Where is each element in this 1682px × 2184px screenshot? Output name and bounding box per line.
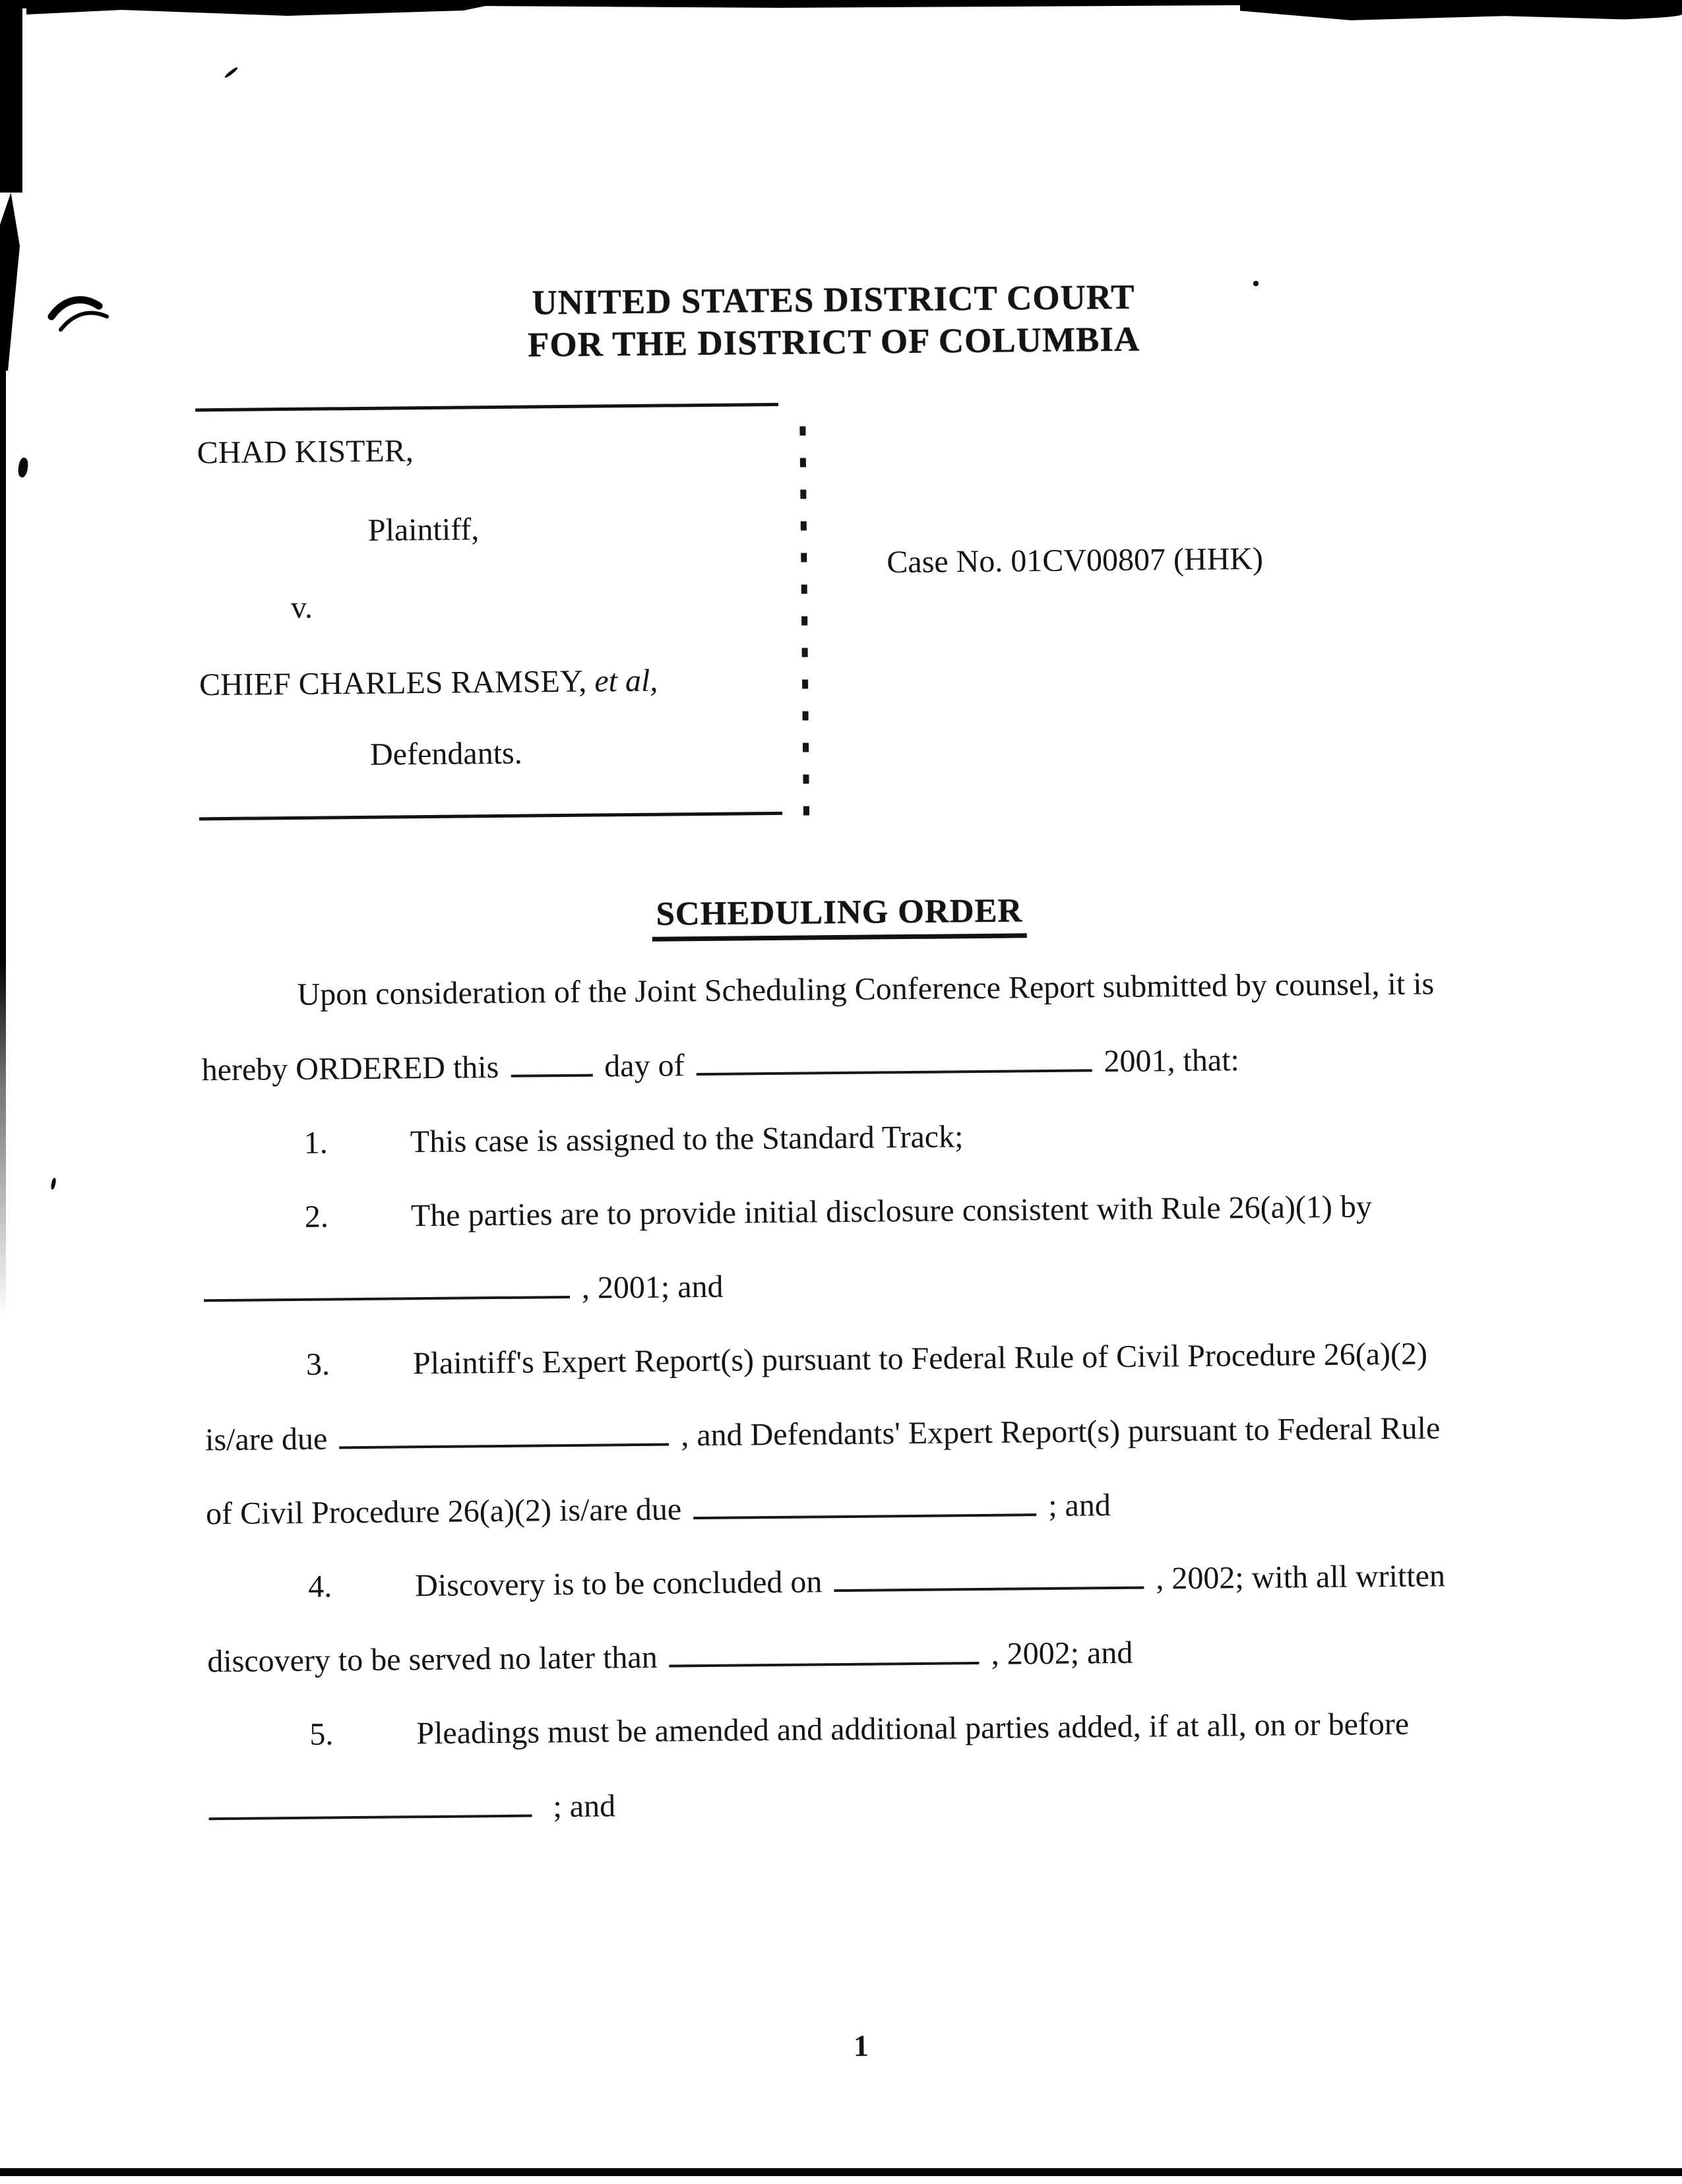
caption-top-rule — [195, 403, 778, 411]
page-number: 1 — [854, 2030, 869, 2063]
scan-artifact-left-bar — [0, 0, 22, 193]
order-title-wrap — [0, 886, 1681, 948]
order-item-5-line1 — [309, 1707, 1409, 1753]
blank-month — [697, 1064, 1092, 1076]
order-item-4-line2 — [207, 1636, 1133, 1680]
item3-line2-post: , and Defendants' Expert Report(s) pursuant to Federal Rule — [681, 1410, 1440, 1453]
intro-line2-pre: hereby ORDERED this — [201, 1050, 499, 1087]
scan-artifact-bottom-edge — [0, 2168, 1682, 2176]
item1-number: 1. — [304, 1125, 403, 1161]
item3-line1-text: Plaintiff's Expert Report(s) pursuant to Federal Rule of Civil Procedure 26(a)(2) — [413, 1336, 1428, 1381]
defendant-name — [199, 664, 658, 703]
court-name-line1: UNITED STATES DISTRICT COURT — [0, 272, 1675, 330]
item3-line2-pre: is/are due — [205, 1422, 328, 1458]
blank-defendant-expert-date — [693, 1508, 1036, 1519]
order-item-2-line1 — [305, 1190, 1373, 1234]
item4-line1-post: , 2002; with all written — [1156, 1558, 1445, 1596]
item5-line1-text: Pleadings must be amended and additional parties added, if at all, on or before — [416, 1707, 1409, 1751]
scan-artifact-left-line — [0, 369, 6, 1319]
blank-initial-disclosure-date — [204, 1290, 570, 1302]
blank-day — [511, 1069, 592, 1077]
caption-bottom-rule — [199, 812, 782, 820]
item5-line2-text: ; and — [553, 1788, 615, 1824]
court-header — [0, 272, 1675, 372]
item4-line2-pre: discovery to be served no later than — [207, 1640, 658, 1680]
blank-pleadings-amended-date — [208, 1809, 532, 1821]
defendant-et-al: et al, — [594, 663, 658, 699]
defendant-role: Defendants. — [370, 737, 522, 773]
item2-line1-text: The parties are to provide initial disclosure consistent with Rule 26(a)(1) by — [411, 1189, 1372, 1233]
ink-speck-header — [1253, 281, 1259, 286]
order-title: SCHEDULING ORDER — [652, 892, 1026, 942]
order-item-3-line2 — [205, 1411, 1441, 1458]
order-item-2-line2 — [204, 1270, 724, 1310]
caption-dotted-separator — [799, 426, 809, 819]
blank-discovery-concluded-date — [834, 1581, 1144, 1592]
order-item-3-line1 — [306, 1337, 1427, 1382]
intro-line2-post: 2001, that: — [1104, 1043, 1239, 1079]
defendant-name-text: CHIEF CHARLES RAMSEY, — [199, 664, 587, 703]
intro-line2-mid: day of — [604, 1048, 685, 1083]
plaintiff-role: Plaintiff, — [368, 512, 480, 548]
blank-written-discovery-date — [670, 1656, 980, 1668]
intro-line2 — [201, 1043, 1239, 1088]
item4-line2-post: , 2002; and — [991, 1635, 1133, 1672]
court-name-line2: FOR THE DISTRICT OF COLUMBIA — [0, 313, 1675, 371]
item1-text: This case is assigned to the Standard Track; — [410, 1119, 964, 1159]
order-item-4-line1 — [308, 1559, 1445, 1604]
pen-squiggle-mark — [46, 293, 119, 346]
item3-number: 3. — [306, 1347, 405, 1382]
plaintiff-name: CHAD KISTER, — [197, 434, 414, 471]
order-item-3-line3 — [206, 1488, 1111, 1532]
item5-number: 5. — [309, 1716, 408, 1752]
intro-line1: Upon consideration of the Joint Scheduling Conference Report submitted by counsel, it is — [297, 967, 1434, 1012]
item4-line1-pre: Discovery is to be concluded on — [415, 1564, 823, 1603]
case-number: Case No. 01CV00807 (HHK) — [887, 542, 1263, 580]
blank-plaintiff-expert-date — [339, 1438, 669, 1449]
versus-label: v. — [291, 591, 313, 626]
item3-line3-pre: of Civil Procedure 26(a)(2) is/are due — [206, 1492, 682, 1531]
order-item-1 — [304, 1120, 964, 1161]
item3-line3-post: ; and — [1048, 1488, 1111, 1523]
order-item-5-line2 — [208, 1789, 615, 1828]
item2-line2-text: , 2001; and — [582, 1269, 724, 1306]
item4-number: 4. — [308, 1569, 407, 1604]
item2-number: 2. — [305, 1199, 404, 1234]
